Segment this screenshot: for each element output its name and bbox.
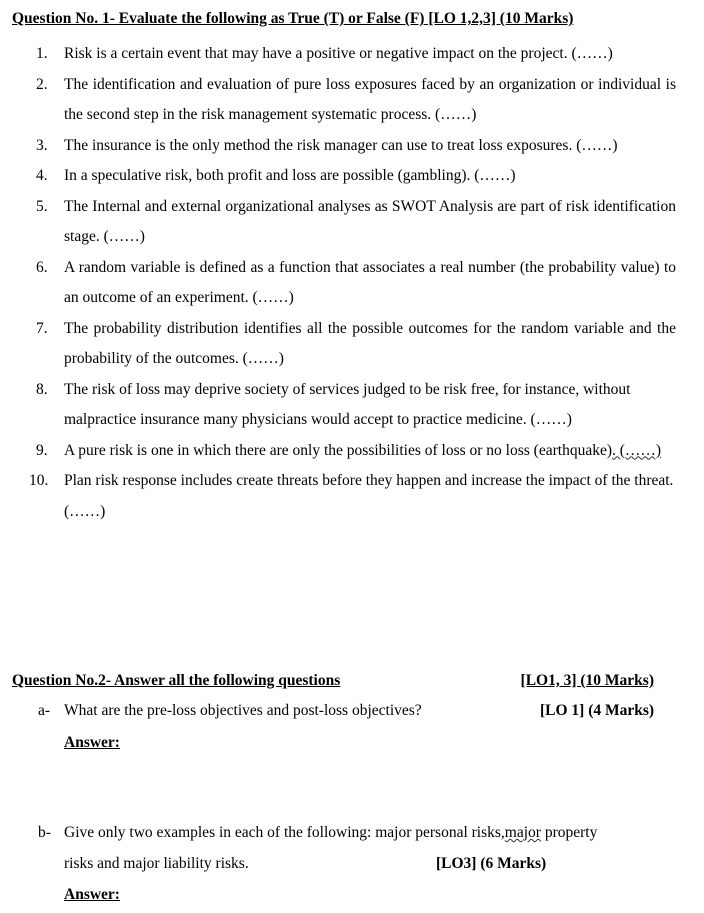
list-item	[0, 192, 704, 253]
sub-question-text-part: Give only two examples in each of the following: major personal risks,	[64, 824, 505, 841]
item-text: A pure risk is one in which there are only the possibilities of loss or no loss (earthquake)	[64, 441, 612, 459]
item-text-suffix: . (……)	[612, 441, 662, 459]
item-number: 9.	[36, 441, 48, 459]
item-text: Risk is a certain event that may have a positive or negative impact on the project. (……)	[64, 45, 613, 62]
item-text: The probability distribution identifies all the possible outcomes for the random variable and the probability of the outcomes. (……)	[64, 319, 676, 367]
list-item	[0, 375, 704, 436]
item-text: A random variable is defined as a function that associates a real number (the probability value) to an outcome of an experiment. (……)	[64, 258, 676, 306]
item-number: 5.	[36, 197, 48, 215]
item-text: Plan risk response includes create threats before they happen and increase the impact of the threat. (……)	[64, 472, 674, 520]
item-number: 4.	[36, 167, 48, 184]
sub-question-marks: [LO3] (6 Marks)	[436, 855, 547, 872]
question-2-title: Question No.2- Answer all the following questions	[12, 672, 341, 689]
item-number: 10.	[29, 472, 49, 489]
true-false-list	[0, 39, 704, 527]
item-number: 6.	[36, 258, 48, 276]
item-number: 7.	[36, 319, 48, 337]
list-item	[0, 70, 704, 131]
list-item	[0, 314, 704, 375]
sub-question-text: risks and major liability risks.	[64, 855, 249, 872]
sub-question-text-part: property	[540, 824, 598, 841]
sub-question-text	[64, 824, 597, 842]
answer-label-a: Answer:	[64, 734, 120, 751]
question-1-heading: Question No. 1- Evaluate the following as True (T) or False (F) [LO 1,2,3] (10 Marks)	[12, 10, 574, 27]
item-text: In a speculative risk, both profit and loss are possible (gambling). (……)	[64, 167, 516, 184]
item-number: 2.	[36, 75, 48, 93]
list-item	[0, 161, 704, 192]
list-item	[0, 131, 704, 162]
list-item	[0, 253, 704, 314]
item-text: The identification and evaluation of pure loss exposures faced by an organization or individual is the second step in the risk management systematic process. (……)	[64, 75, 676, 123]
list-item	[0, 466, 704, 527]
sub-question-letter: a-	[38, 702, 51, 719]
question-2-marks: [LO1, 3] (10 Marks)	[520, 672, 654, 689]
list-item	[0, 436, 704, 467]
item-number: 1.	[36, 45, 48, 62]
sub-question-letter: b-	[38, 824, 51, 841]
item-number: 3.	[36, 136, 48, 154]
sub-question-marks: [LO 1] (4 Marks)	[540, 702, 655, 719]
sub-question-text: What are the pre-loss objectives and post-loss objectives?	[64, 702, 422, 719]
item-text: The risk of loss may deprive society of services judged to be risk free, for instance, without malpractice insurance many physicians would accept to practice medicine. (……)	[64, 380, 631, 428]
list-item	[0, 39, 704, 70]
item-text: The insurance is the only method the risk manager can use to treat loss exposures. (……)	[64, 136, 618, 154]
sub-question-text-part: major	[504, 824, 541, 841]
answer-label-b: Answer:	[64, 886, 120, 903]
item-number: 8.	[36, 380, 48, 398]
item-text: The Internal and external organizational analyses as SWOT Analysis are part of risk identification stage. (……)	[64, 197, 676, 245]
